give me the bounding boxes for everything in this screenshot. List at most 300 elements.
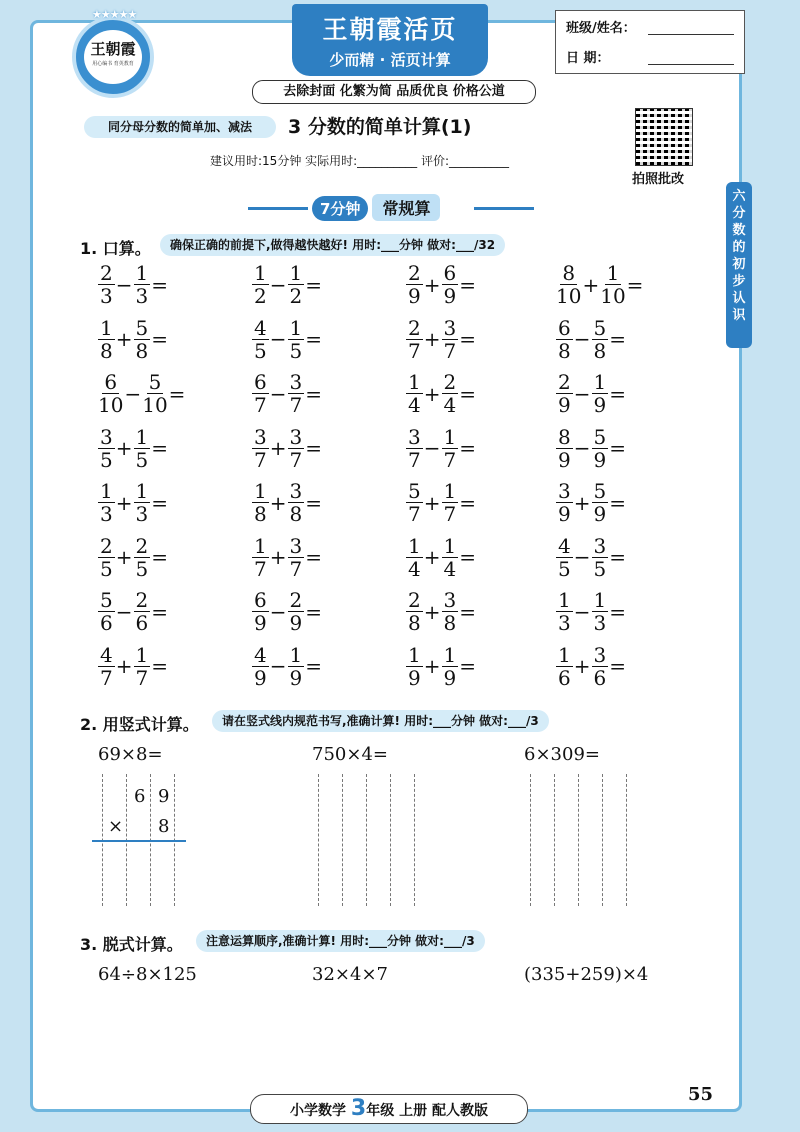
qr-code-icon[interactable] [635,108,693,166]
fraction-problem [406,262,477,307]
fraction-problem [98,644,169,689]
equals-sign[interactable]: = [151,272,168,297]
numerator: 3 [558,479,571,503]
denominator: 5 [100,447,113,472]
fraction [98,317,115,362]
denominator: 7 [289,393,303,417]
numerator: 3 [408,424,421,449]
denominator: 7 [254,556,267,581]
operator: + [423,545,441,569]
denominator: 3 [558,611,571,635]
equals-sign[interactable]: = [151,436,168,460]
fraction [252,589,269,634]
denominator: 4 [443,556,457,581]
numerator: 1 [254,533,267,558]
equals-sign[interactable]: = [459,381,476,406]
guide-line [554,774,555,906]
fraction [288,317,305,362]
fraction-problem [98,589,169,634]
expression-item: 32×4×7 [312,964,388,985]
operator: − [115,272,133,297]
denominator: 7 [408,502,421,526]
brand-subtitle: 少而精 · 活页计算 [329,51,451,69]
numerator: 1 [254,479,267,503]
equals-sign[interactable]: = [609,654,626,678]
denominator: 9 [558,502,571,526]
fraction [556,426,573,471]
fraction [142,371,167,416]
equals-sign[interactable]: = [609,381,626,406]
denominator: 7 [443,447,457,472]
fraction [406,426,423,471]
numerator: 3 [443,315,457,340]
numerator: 1 [593,588,607,612]
example-result-line [92,840,186,842]
numerator: 8 [558,424,571,449]
denominator: 7 [135,665,149,690]
numerator: 6 [443,261,457,285]
denominator: 9 [593,447,607,472]
fraction [98,589,115,634]
fraction [134,589,151,634]
fraction [442,589,459,634]
denominator: 5 [135,556,149,581]
numerator: 1 [135,424,149,449]
fraction-problem [406,589,477,634]
fraction [442,262,459,307]
fraction [442,535,459,580]
fraction-problem [98,426,169,471]
denominator: 10 [142,393,168,417]
numerator: 5 [135,315,149,340]
operator: + [423,490,441,515]
operator: + [573,654,591,678]
equals-sign[interactable]: = [459,599,476,624]
numerator: 5 [593,479,607,503]
denominator: 8 [443,611,457,635]
fraction-problem [252,644,323,689]
vertical-calc-item: 750×4= [312,744,388,765]
operator: − [573,381,591,406]
fraction [98,644,115,689]
denominator: 2 [254,284,267,308]
operator: + [115,436,133,460]
equals-sign[interactable]: = [626,272,644,297]
denominator: 2 [289,284,303,308]
numerator: 3 [289,533,303,558]
guide-line [342,774,343,906]
numerator: 2 [443,370,457,394]
fraction [288,644,305,689]
question-1-note: 确保正确的前提下,做得越快越好! 用时:___分钟 做对:___/32 [160,234,505,256]
question-2-label: 2. 用竖式计算。 [80,715,199,734]
denominator: 3 [135,284,149,308]
fraction [556,589,573,634]
denominator: 9 [289,665,303,690]
fraction [98,262,115,307]
fraction [134,426,151,471]
fraction [406,317,423,362]
numerator: 6 [104,370,118,394]
guide-line [414,774,415,906]
fraction [134,262,151,307]
operator: − [269,599,287,624]
denominator: 8 [289,502,303,526]
footer-grade-number: 3 [350,1096,367,1121]
fraction [252,262,269,307]
fraction-problem [406,644,477,689]
class-name-field[interactable] [648,33,734,35]
numerator: 1 [100,479,113,503]
numerator: 2 [100,261,113,285]
fraction [252,371,269,416]
numerator: 2 [408,588,421,612]
numerator: 6 [254,370,267,394]
fraction-problem [406,480,477,525]
date-field[interactable] [648,63,734,65]
question-3-note: 注意运算顺序,准确计算! 用时:___分钟 做对:___/3 [196,930,485,952]
fraction [592,480,609,525]
lesson-meta: 建议用时:15分钟 实际用时:__________ 评价:__________ [210,154,510,168]
fraction-problem [556,426,627,471]
equals-sign[interactable]: = [609,599,626,624]
fraction [406,589,423,634]
equals-sign[interactable]: = [459,545,476,569]
numerator: 6 [254,588,267,612]
fraction [252,644,269,689]
fraction-problem [556,480,627,525]
denominator: 9 [443,665,457,690]
fraction-problem [98,317,169,362]
numerator: 6 [558,315,571,340]
divider [474,207,534,210]
fraction [252,480,269,525]
equals-sign[interactable]: = [151,654,168,678]
fraction-problem [406,317,477,362]
denominator: 8 [558,338,571,363]
fraction-problem [252,262,323,307]
numerator: 3 [100,424,113,449]
numerator: 3 [289,370,303,394]
operator: − [573,545,591,569]
guide-line [578,774,579,906]
fraction [442,480,459,525]
fraction-problem [556,317,627,362]
numerator: 1 [100,315,113,340]
numerator: 1 [443,642,457,667]
fraction-problem [406,535,477,580]
section-name: 常规算 [372,194,440,221]
numerator: 1 [289,261,303,285]
numerator: 1 [289,642,303,667]
operator: + [115,327,133,351]
numerator: 1 [558,642,571,667]
numerator: 4 [254,642,267,667]
fraction [406,535,423,580]
numerator: 1 [408,370,421,394]
numerator: 5 [100,588,113,612]
operator: − [573,327,591,351]
numerator: 1 [254,261,267,285]
denominator: 9 [254,665,267,690]
numerator: 1 [606,261,620,285]
denominator: 3 [100,284,113,308]
operator: + [423,272,441,297]
operator: + [423,327,441,351]
denominator: 7 [408,447,421,472]
denominator: 5 [100,556,113,581]
operator: + [269,436,287,460]
fraction [288,262,305,307]
denominator: 7 [443,502,457,526]
equals-sign[interactable]: = [305,327,322,351]
fraction [134,480,151,525]
fraction [288,426,305,471]
equals-sign[interactable]: = [305,654,322,678]
denominator: 9 [558,393,571,417]
fraction-problem [556,371,627,416]
operator: + [423,654,441,678]
denominator: 7 [254,447,267,472]
operator: + [582,272,600,297]
equals-sign[interactable]: = [151,599,168,624]
numerator: 2 [289,588,303,612]
operator: + [269,545,287,569]
fraction [406,644,423,689]
vertical-calc-item: 69×8= [98,744,163,765]
operator: − [573,599,591,624]
denominator: 4 [408,393,421,417]
equals-sign[interactable]: = [305,545,322,569]
fraction [592,371,609,416]
denominator: 5 [135,447,149,472]
fraction [592,317,609,362]
topic-badge: 同分母分数的简单加、减法 [84,116,276,138]
denominator: 7 [254,393,267,417]
vertical-calc-item: 6×309= [524,744,600,765]
fraction-problem [98,535,169,580]
equals-sign[interactable]: = [168,381,186,406]
guide-line [366,774,367,906]
expression-item: 64÷8×125 [98,964,197,985]
fraction [556,480,573,525]
numerator: 5 [593,315,607,340]
denominator: 7 [408,338,421,363]
numerator: 3 [289,479,303,503]
fraction-problem [556,589,627,634]
equals-sign[interactable]: = [609,327,626,351]
fraction-problem [252,480,323,525]
fraction [252,426,269,471]
operator: + [115,654,133,678]
numerator: 2 [408,261,421,285]
operator: + [573,490,591,515]
numerator: 2 [558,370,571,394]
equals-sign[interactable]: = [459,490,476,515]
footer-term: 上册 [399,1103,428,1119]
equals-sign[interactable]: = [305,381,322,406]
denominator: 9 [254,611,267,635]
example-digit: 6 [134,786,146,807]
denominator: 3 [593,611,607,635]
fraction-problem [98,262,169,307]
numerator: 1 [443,533,457,558]
example-digit: 8 [158,816,170,837]
numerator: 8 [562,261,576,285]
fraction [592,426,609,471]
fraction [556,535,573,580]
equals-sign[interactable]: = [459,654,476,678]
fraction [592,535,609,580]
equals-sign[interactable]: = [459,327,476,351]
fraction-problem [556,644,627,689]
fraction [288,371,305,416]
qr-label: 拍照批改 [632,172,685,187]
guide-line [626,774,627,906]
denominator: 3 [100,502,113,526]
fraction-problem [98,371,186,416]
fraction [556,371,573,416]
operator: + [423,381,441,406]
denominator: 6 [100,611,113,635]
example-operator: × [108,816,124,837]
equals-sign[interactable]: = [459,272,476,297]
numerator: 4 [558,533,571,558]
operator: − [573,436,591,460]
numerator: 1 [408,642,421,667]
section-time: 7分钟 [312,196,368,221]
equals-sign[interactable]: = [151,490,168,515]
denominator: 7 [289,556,303,581]
denominator: 6 [135,611,149,635]
fraction-problem [98,480,169,525]
equals-sign[interactable]: = [609,436,626,460]
expression-item: (335+259)×4 [524,964,649,985]
numerator: 1 [558,588,571,612]
denominator: 9 [593,393,607,417]
equals-sign[interactable]: = [609,490,626,515]
question-2-note: 请在竖式线内规范书写,准确计算! 用时:___分钟 做对:___/3 [212,710,549,732]
denominator: 10 [556,284,582,308]
fraction [252,317,269,362]
operator: − [115,599,133,624]
fraction [600,262,625,307]
operator: + [115,490,133,515]
fraction [134,644,151,689]
numerator: 1 [593,370,607,394]
student-info-box [555,10,745,74]
denominator: 8 [135,338,149,363]
numerator: 1 [135,479,149,503]
guide-line [318,774,319,906]
fraction-problem [556,535,627,580]
equals-sign[interactable]: = [151,327,168,351]
numerator: 1 [135,261,149,285]
fraction [98,371,123,416]
fraction [556,644,573,689]
fraction-problem [252,317,323,362]
numerator: 4 [254,315,267,340]
operator: + [269,490,287,515]
operator: − [269,654,287,678]
equals-sign[interactable]: = [305,490,322,515]
brand-title: 王朝霞活页 [322,15,458,44]
denominator: 7 [100,665,113,690]
fraction [288,589,305,634]
fraction [98,535,115,580]
fraction-problem [406,426,477,471]
denominator: 9 [443,284,457,308]
denominator: 8 [254,502,267,526]
equals-sign[interactable]: = [305,436,322,460]
numerator: 2 [408,315,421,340]
question-1-label: 1. 口算。 [80,239,151,258]
guide-line [530,774,531,906]
numerator: 3 [593,533,607,558]
lesson-title: 3 分数的简单计算(1) [288,116,472,138]
fraction [592,589,609,634]
fraction [134,535,151,580]
brand-banner [292,4,488,76]
denominator: 5 [558,556,571,581]
fraction [98,426,115,471]
example-digit: 9 [158,786,170,807]
fraction [288,535,305,580]
class-name-label: 班级/姓名： [566,21,636,36]
numerator: 3 [443,588,457,612]
operator: + [115,545,133,569]
divider [248,207,308,210]
footer-subject: 小学数学 [290,1103,347,1119]
denominator: 9 [593,502,607,526]
question-3-label: 3. 脱式计算。 [80,935,183,954]
numerator: 5 [408,479,421,503]
denominator: 7 [443,338,457,363]
numerator: 1 [408,533,421,558]
page-number: 55 [688,1084,714,1105]
fraction-problem [406,371,477,416]
fraction [98,480,115,525]
denominator: 9 [408,284,421,308]
numerator: 1 [289,315,303,340]
logo-text: 王朝霞 [90,40,136,58]
guide-line [390,774,391,906]
equals-sign[interactable]: = [305,272,322,297]
fraction [442,644,459,689]
numerator: 3 [289,424,303,449]
denominator: 10 [600,284,626,308]
numerator: 2 [135,533,149,558]
footer-edition: 配人教版 [431,1103,488,1119]
numerator: 1 [443,424,457,449]
denominator: 10 [98,393,124,417]
denominator: 8 [100,338,113,363]
operator: − [269,327,287,351]
fraction [592,644,609,689]
equals-sign[interactable]: = [459,436,476,460]
equals-sign[interactable]: = [151,545,168,569]
fraction [252,535,269,580]
denominator: 4 [408,556,421,581]
fraction [442,317,459,362]
logo-subtext: 用心编书 育英教育 [92,61,134,67]
fraction [134,317,151,362]
equals-sign[interactable]: = [609,545,626,569]
fraction [442,426,459,471]
fraction [556,317,573,362]
equals-sign[interactable]: = [305,599,322,624]
denominator: 6 [558,665,571,690]
